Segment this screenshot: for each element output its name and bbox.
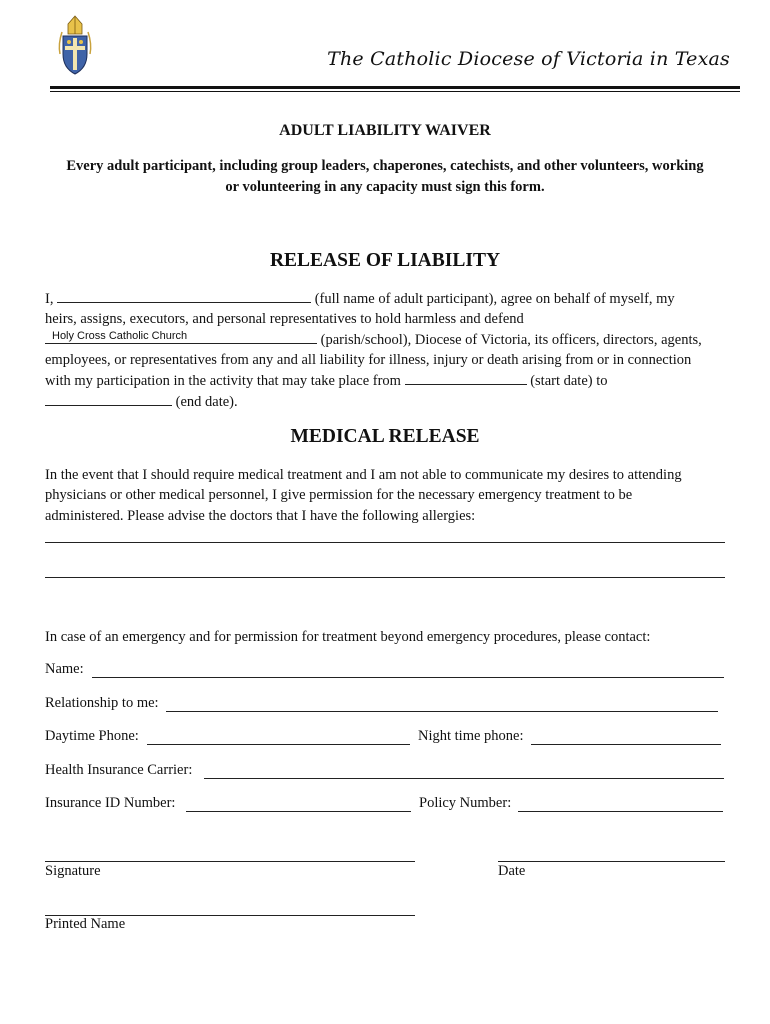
end-date-field[interactable] bbox=[45, 391, 172, 406]
release-line-1 bbox=[45, 288, 675, 310]
medical-line-1: In the event that I should require medical treatment and I am not able to communicate my desires to attending bbox=[45, 467, 682, 483]
diocese-crest-icon bbox=[54, 14, 96, 78]
printed-name-label: Printed Name bbox=[45, 916, 126, 932]
release-line6-suffix: (end date). bbox=[175, 394, 238, 410]
date-label: Date bbox=[498, 863, 526, 879]
night-phone-field[interactable] bbox=[531, 744, 721, 745]
policy-number-label: Policy Number: bbox=[419, 795, 512, 811]
diocese-name: The Catholic Diocese of Victoria in Texas bbox=[327, 48, 730, 70]
form-title: ADULT LIABILITY WAIVER bbox=[279, 122, 491, 139]
release-line1-prefix: I, bbox=[45, 291, 54, 307]
relationship-label: Relationship to me: bbox=[45, 695, 159, 711]
start-date-field[interactable] bbox=[405, 370, 527, 385]
emergency-intro: In case of an emergency and for permission for treatment beyond emergency procedures, please contact: bbox=[45, 629, 651, 645]
daytime-phone-field[interactable] bbox=[147, 744, 410, 745]
daytime-phone-label: Daytime Phone: bbox=[45, 728, 139, 744]
medical-heading: MEDICAL RELEASE bbox=[290, 426, 480, 447]
release-line-2: heirs, assigns, executors, and personal representatives to hold harmless and defend bbox=[45, 311, 524, 327]
medical-line-3: administered. Please advise the doctors that I have the following allergies: bbox=[45, 508, 476, 524]
participant-name-field[interactable] bbox=[57, 288, 311, 303]
insurance-id-label: Insurance ID Number: bbox=[45, 795, 176, 811]
signature-field[interactable] bbox=[45, 861, 415, 862]
policy-number-field[interactable] bbox=[518, 811, 723, 812]
header-rule-thin bbox=[50, 91, 740, 92]
parish-field-value: Holy Cross Catholic Church bbox=[52, 330, 188, 342]
insurance-id-field[interactable] bbox=[186, 811, 411, 812]
medical-line-2: physicians or other medical personnel, I give permission for the necessary emergency treatment to be bbox=[45, 487, 633, 503]
release-heading: RELEASE OF LIABILITY bbox=[269, 250, 501, 271]
form-subtitle-line2: or volunteering in any capacity must sign this form. bbox=[225, 179, 545, 195]
release-line1-suffix: (full name of adult participant), agree on behalf of myself, my bbox=[314, 291, 675, 307]
allergies-field-1[interactable] bbox=[45, 542, 725, 543]
release-line5-suffix: (start date) to bbox=[530, 373, 608, 389]
allergies-field-2[interactable] bbox=[45, 577, 725, 578]
insurance-carrier-label: Health Insurance Carrier: bbox=[45, 762, 193, 778]
release-line-6 bbox=[45, 391, 238, 413]
form-subtitle-line1: Every adult participant, including group leaders, chaperones, catechists, and other volunteers, working bbox=[66, 158, 704, 174]
contact-name-field[interactable] bbox=[92, 677, 724, 678]
night-phone-label: Night time phone: bbox=[418, 728, 524, 744]
date-field[interactable] bbox=[498, 861, 725, 862]
release-line-4: employees, or representatives from any and all liability for illness, injury or death arising from or in connection bbox=[45, 352, 692, 368]
release-line-5 bbox=[45, 370, 608, 392]
signature-label: Signature bbox=[45, 863, 101, 879]
parish-field[interactable] bbox=[45, 329, 317, 344]
insurance-carrier-field[interactable] bbox=[204, 778, 724, 779]
name-label: Name: bbox=[45, 661, 84, 677]
relationship-field[interactable] bbox=[166, 711, 718, 712]
release-line-3 bbox=[45, 329, 702, 351]
release-line3-suffix: (parish/school), Diocese of Victoria, its officers, directors, agents, bbox=[320, 332, 702, 348]
release-line5-prefix: with my participation in the activity that may take place from bbox=[45, 373, 401, 389]
header-rule bbox=[50, 86, 740, 89]
